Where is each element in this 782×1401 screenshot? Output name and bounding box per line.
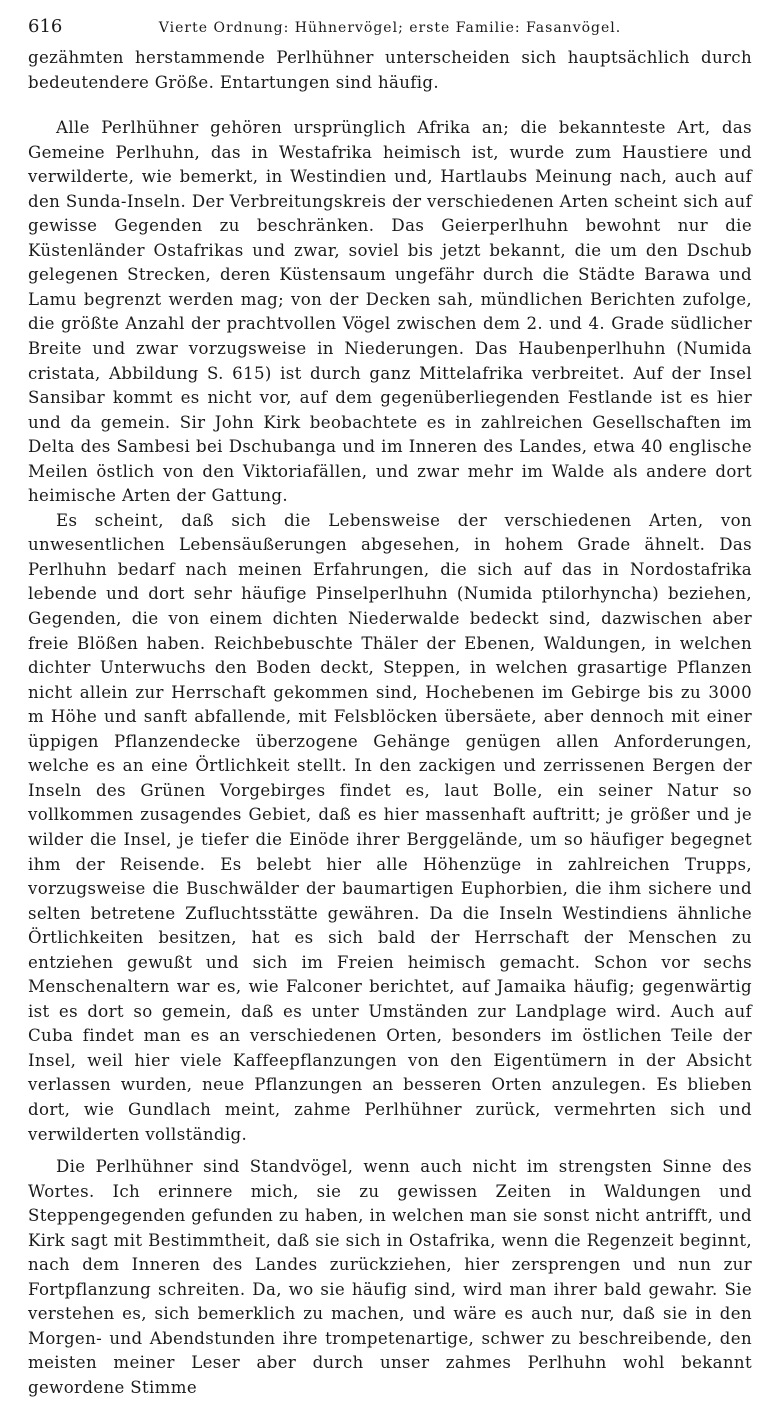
paragraph-habitat: Es scheint, daß sich die Lebensweise der verschiedenen Arten, von unwesentlichen Lebensäußerungen abgesehen, in hohem Grade ähnelt. Das Perlhuhn bedarf nach meinen Erfahrungen, die sich auf das in Nordostafrika lebende und dort sehr häufige Pinselperlhuhn (Numida ptilorhyncha) beziehen, Gegenden, die von einem dichten Niederwalde bedeckt sind, dazwischen aber freie Blößen haben. Reichbebuschte Thäler der Ebenen, Waldungen, in welchen dichter Unterwuchs den Boden deckt, Steppen, in welchen grasartige Pflanzen nicht allein zur Herrschaft gekommen sind, Hochebenen im Gebirge bis zu 3000 m Höhe und sanft abfallende, mit Felsblöcken übersäete, aber dennoch mit einer üppigen Pflanzendecke überzogene Gehänge genügen allen Anforderungen, welche es an eine Örtlichkeit stellt. In den zackigen und zerrissenen Bergen der Inseln des Grünen Vorgebirges findet es, laut Bolle, ein seiner Natur so vollkommen zusagendes Gebiet, daß es hier massenhaft auftritt; je größer und je wilder die Insel, je tiefer die Einöde ihrer Berggelände, um so häufiger begegnet ihm der Reisende. Es belebt hier alle Höhenzüge in zahlreichen Trupps, vorzugsweise die Buschwälder der baumartigen Euphorbien, die ihm sichere und selten betretene Zufluchtsstätte gewähren. Da die Inseln Westindiens ähnliche Örtlichkeiten besitzen, hat es sich bald der Herrschaft der Menschen zu entziehen gewußt und sich im Freien heimisch gemacht. Schon vor sechs Menschenaltern war es, wie Falconer berichtet, auf Jamaika häufig; gegenwärtig ist es dort so gemein, daß es unter Umständen zur Landplage wird. Auch auf Cuba findet man es an verschiedenen Orten, besonders im östlichen Teile der Insel, weil hier viele Kaffeepflanzungen von den Eigentümern in der Absicht verlassen wurden, neue Pflanzungen an besseren Orten anzulegen. Es blieben dort, wie Gundlach meint, zahme Perlhühner zurück, vermehrten sich und verwilderten vollständig.	[28, 510, 752, 1144]
paragraph-continuation: gezähmten herstammende Perlhühner unterscheiden sich hauptsächlich durch bedeutendere Größe. Entartungen sind häufig.	[28, 48, 752, 92]
paragraph-behavior: Die Perlhühner sind Standvögel, wenn auch nicht im strengsten Sinne des Wortes. Ich erinnere mich, sie zu gewissen Zeiten in Waldungen und Steppengegenden gefunden zu haben, in welchen man sie sonst nicht antrifft, und Kirk sagt mit Bestimmtheit, daß sie sich in Ostafrika, wenn die Regenzeit beginnt, nach dem Inneren des Landes zurückziehen, hier zersprengen und nun zur Fortpflanzung schreiten. Da, wo sie häufig sind, wird man ihrer bald gewahr. Sie verstehen es, sich bemerklich zu machen, und wäre es auch nur, daß sie in den Morgen- und Abendstunden ihre trompetenartige, schwer zu beschreibende, den meisten meiner Leser aber durch unser zahmes Perlhuhn wohl bekannt gewordene Stimme	[28, 1157, 752, 1397]
page-number: 616	[28, 16, 63, 37]
paragraph-distribution: Alle Perlhühner gehören ursprünglich Afrika an; die bekannteste Art, das Gemeine Perlhuhn, das in Westafrika heimisch ist, wurde zum Haustiere und verwilderte, wie bemerkt, in Westindien und, Hartlaubs Meinung nach, auch auf den Sunda-Inseln. Der Verbreitungskreis der verschiedenen Arten scheint sich auf gewisse Gegenden zu beschränken. Das Geierperlhuhn bewohnt nur die Küstenländer Ostafrikas und zwar, soviel bis jetzt bekannt, die um den Dschub gelegenen Strecken, deren Küstensaum ungefähr durch die Städte Barawa und Lamu begrenzt werden mag; von der Decken sah, mündlichen Berichten zufolge, die größte Anzahl der prachtvollen Vögel zwischen dem 2. und 4. Grade südlicher Breite und zwar vorzugsweise in Niederungen. Das Haubenperlhuhn (Numida cristata, Abbildung S. 615) ist durch ganz Mittelafrika verbreitet. Auf der Insel Sansibar kommt es nicht vor, auf dem gegenüberliegenden Festlande ist es hier und da gemein. Sir John Kirk beobachtete es in zahlreichen Gesellschaften im Delta des Sambesi bei Dschubanga und im Inneren des Landes, etwa 40 englische Meilen östlich von den Viktoriafällen, und zwar mehr im Walde als andere dort heimische Arten der Gattung.	[28, 118, 752, 506]
running-title: Vierte Ordnung: Hühnervögel; erste Familie: Fasanvögel.	[158, 20, 622, 36]
body-text	[28, 46, 752, 1401]
running-head	[28, 16, 752, 46]
